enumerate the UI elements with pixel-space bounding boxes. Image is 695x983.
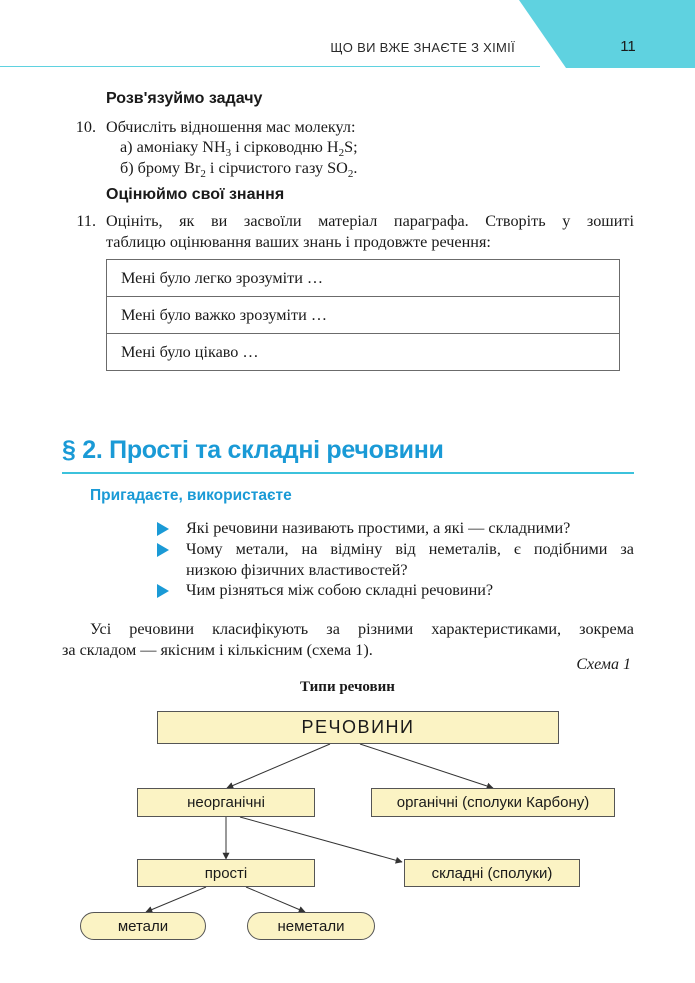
task-11-line2: таблицю оцінювання ваших знань і продовжте речення:	[106, 233, 491, 251]
question-2-line1: Чому метали, на відміну від неметалів, є подібними за	[186, 540, 634, 558]
page-number: 11	[620, 38, 636, 55]
running-title: ЩО ВИ ВЖЕ ЗНАЄТЕ З ХІМІЇ	[330, 40, 515, 55]
paragraph-line2: за складом — якісним і кількісним (схема 1).	[62, 641, 373, 659]
section-title: § 2. Прості та складні речовини	[62, 436, 444, 464]
task-11-line1: Оцініть, як ви засвоїли матеріал параграфа. Створіть у зошиті	[106, 212, 634, 230]
arrow-root-to-inorganic	[227, 744, 330, 788]
diagram-metals-box: метали	[80, 912, 206, 940]
arrow-root-to-organic	[360, 744, 493, 788]
eval-heading: Оцінюймо свої знання	[106, 186, 285, 203]
arrow-inorganic-to-complex	[240, 817, 402, 862]
diagram-complex-box: складні (сполуки)	[404, 859, 580, 887]
diagram-simple-box: прості	[137, 859, 315, 887]
question-2-line2: низкою фізичних властивостей?	[186, 561, 408, 579]
table-cell: Мені було цікаво …	[107, 334, 620, 371]
diagram-organic-box: органічні (сполуки Карбону)	[371, 788, 615, 817]
schema-label: Схема 1	[576, 656, 631, 673]
question-3: Чим різняться між собою складні речовини?	[186, 581, 494, 599]
arrow-simple-to-metals	[146, 887, 206, 912]
paragraph-line1: Усі речовини класифікують за різними характеристиками, зокрема	[90, 620, 634, 638]
task-10-number: 10.	[75, 118, 96, 136]
table-cell: Мені було важко зрозуміти …	[107, 297, 620, 334]
recall-heading: Пригадаєте, використаєте	[90, 487, 292, 504]
task-10-a: а) амоніаку $NH_3$ і сірководню $H_2S$;	[120, 138, 358, 160]
diagram-nonmetals-box: неметали	[247, 912, 375, 940]
arrow-simple-to-nonmetals	[246, 887, 305, 912]
table-cell: Мені було легко зрозуміти …	[107, 260, 620, 297]
task-heading: Розв'язуймо задачу	[106, 90, 263, 107]
diagram-inorganic-box: неорганічні	[137, 788, 315, 817]
schema-title: Типи речовин	[300, 679, 395, 695]
diagram-root-box: РЕЧОВИНИ	[157, 711, 559, 744]
task-11-number: 11.	[76, 212, 96, 230]
task-10-b: б) брому $Br_2$ і сірчистого газу $SO_2$.	[120, 159, 358, 181]
task-10-text: Обчисліть відношення мас молекул:	[106, 118, 356, 136]
question-1: Які речовини називають простими, а які — складними?	[186, 519, 571, 537]
